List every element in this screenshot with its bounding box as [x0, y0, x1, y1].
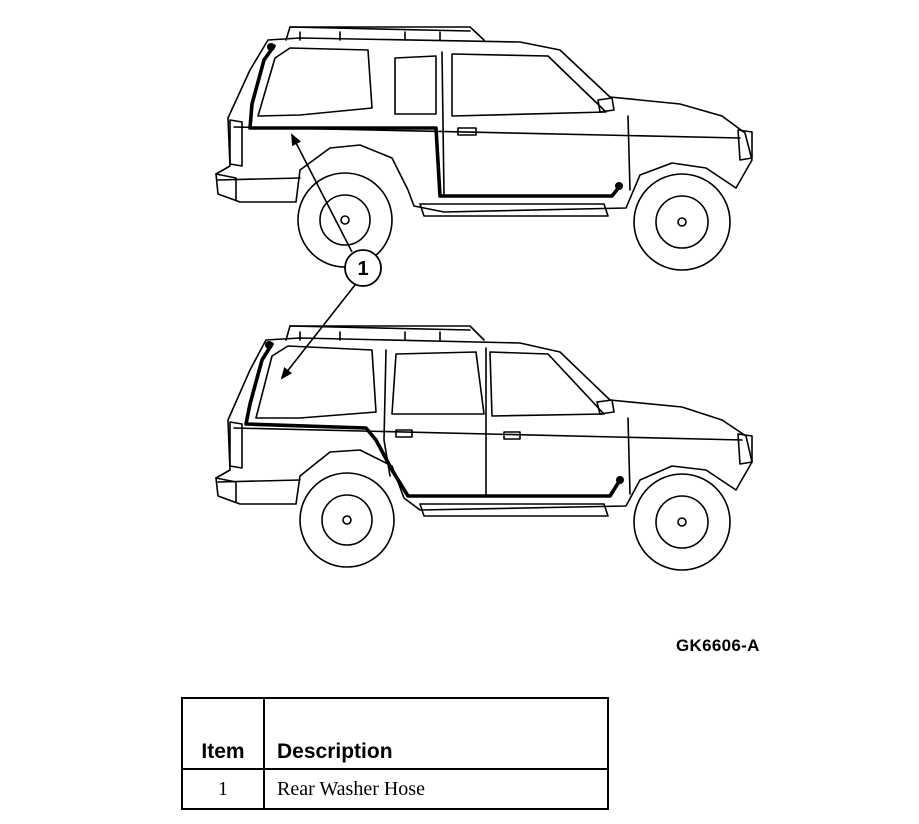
legend-item-number: 1: [182, 769, 264, 809]
table-row: [182, 769, 608, 809]
four-door-vehicle: [216, 326, 752, 570]
hose-clip-top: [615, 182, 623, 190]
legend-header-description: Description: [264, 698, 608, 769]
rear-washer-hose-top: [250, 46, 620, 196]
figure-code: GK6606-A: [676, 636, 760, 655]
legend-table: [181, 697, 609, 810]
legend-header-item: Item: [182, 698, 264, 769]
hose-connector-top: [267, 43, 275, 51]
callout-number: 1: [357, 258, 369, 280]
legend-item-description: Rear Washer Hose: [264, 769, 608, 809]
leader-arrow-bottom: [282, 285, 355, 378]
two-door-vehicle: [216, 27, 752, 270]
legend-header-row: [182, 698, 608, 769]
hose-clip-bottom: [616, 476, 624, 484]
hose-connector-bottom: [265, 341, 273, 349]
rear-washer-hose-bottom: [246, 344, 620, 496]
